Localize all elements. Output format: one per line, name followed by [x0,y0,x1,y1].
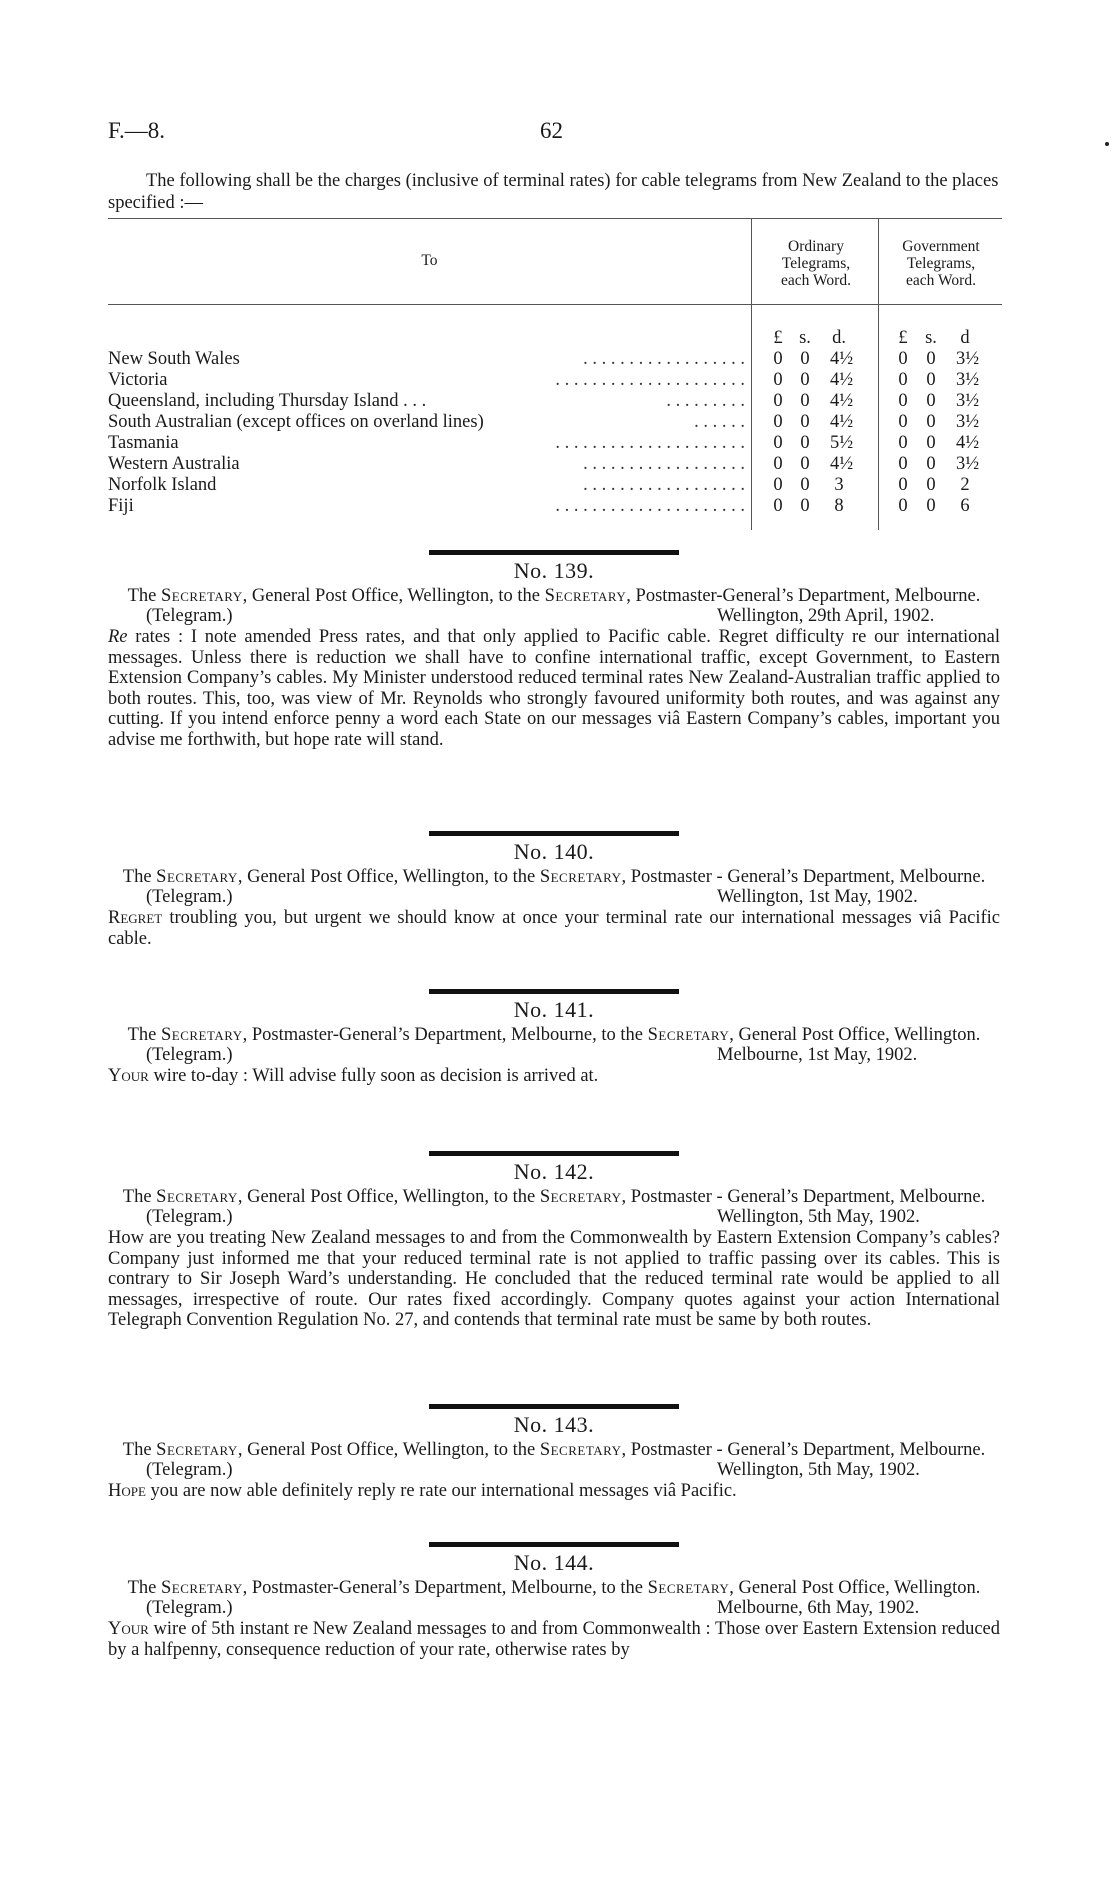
telegram-line: (Telegram.) Wellington, 29th April, 1902. [146,606,935,626]
entry-route: The Secretary, General Post Office, Wellington, to the Secretary, Postmaster - General’s Department, Melbourne. [122,866,986,887]
document-reference: F.—8. [108,118,165,143]
entry-number: No. 143. [513,1412,595,1437]
entry-route: The Secretary, Postmaster-General’s Department, Melbourne, to the Secretary, General Post Office, Wellington. [127,1577,981,1598]
page-number: 62 [540,118,563,143]
page-header [108,118,1008,148]
telegram-entry [108,1404,1000,1502]
entry-body: Your wire to-day : Will advise fully soon as decision is arrived at. [108,1066,599,1086]
telegram-line: (Telegram.) Wellington, 5th May, 1902. [146,1207,920,1227]
section-rule [429,1542,679,1547]
table-header-rule [108,304,1002,305]
column-header-ordinary: Ordinary Telegrams, each Word. [781,238,851,289]
entry-route: The Secretary, General Post Office, Wellington, to the Secretary, Postmaster - General’s Department, Melbourne. [122,1439,986,1460]
entry-body: Hope you are now able definitely reply re rate our international messages viâ Pacific. [108,1481,737,1501]
entry-route: The Secretary, General Post Office, Wellington, to the Secretary, Postmaster - General’s Department, Melbourne. [122,1186,986,1207]
entry-number: No. 141. [513,997,595,1022]
section-rule [429,550,679,555]
table-row: Western Australia . . . . . . . . . . . . . . . . . . 0 0 4½ 0 0 3½ [108,454,980,474]
telegram-line: (Telegram.) Melbourne, 6th May, 1902. [146,1598,920,1618]
entry-number: No. 140. [513,839,595,864]
entry-body: Re rates : I note amended Press rates, and that only applied to Pacific cable. Regret difficulty re our international messages. Unless there is reduction we shall have to confine international traffic, except Government, to Eastern Extension Company’s cables. My Minister understood reduced terminal rates New Zealand-Australian traffic applied to both routes. This, too, was view of Mr. Reynolds who strongly favoured uniformity both routes, and was against any cutting. If you intend enforce penny a word each State on our messages viâ Eastern Company’s cables, important you advise me forthwith, but hope rate will stand. [108,627,1000,750]
column-header-to: To [421,252,438,269]
telegram-entry [108,1542,1000,1660]
entry-number: No. 139. [513,558,595,583]
column-header-government: Government Telegrams, each Word. [902,238,980,289]
entry-route: The Secretary, Postmaster-General’s Department, Melbourne, to the Secretary, General Post Office, Wellington. [127,1024,981,1045]
intro-paragraph: The following shall be the charges (inclusive of terminal rates) for cable telegrams from New Zealand to the places specified :— [108,171,999,213]
table-row: Fiji . . . . . . . . . . . . . . . . . . . . . 0 0 8 0 0 6 [108,496,970,516]
section-rule [429,1404,679,1409]
telegram-entry [108,989,1000,1087]
table-row: New South Wales . . . . . . . . . . . . . . . . . . 0 0 4½ 0 0 3½ [108,349,980,369]
table-row: South Australian (except offices on overland lines) . . . . . . 0 0 4½ 0 0 3½ [108,412,980,432]
margin-dot [1105,142,1109,146]
table-top-rule [108,218,1002,219]
telegram-entry [108,1151,1000,1331]
section-rule [429,1151,679,1156]
telegram-line: (Telegram.) Wellington, 1st May, 1902. [146,887,918,907]
table-row: Queensland, including Thursday Island . . . . . . . . . . . . 0 0 4½ 0 0 3½ [108,391,980,411]
table-row: Victoria . . . . . . . . . . . . . . . . . . . . . 0 0 4½ 0 0 3½ [108,370,980,390]
entry-number: No. 144. [513,1550,595,1575]
section-rule [429,831,679,836]
entry-body: Regret troubling you, but urgent we should know at once your terminal rate our international messages viâ Pacific cable. [108,908,1000,949]
table-row: Norfolk Island . . . . . . . . . . . . . . . . . . 0 0 3 0 0 2 [108,475,970,495]
section-rule [429,989,679,994]
telegram-line: (Telegram.) Melbourne, 1st May, 1902. [146,1045,918,1065]
telegram-entry [108,550,1000,750]
table-row: Tasmania . . . . . . . . . . . . . . . . . . . . . 0 0 5½ 0 0 4½ [108,433,980,453]
entry-body: Your wire of 5th instant re New Zealand messages to and from Commonwealth : Those over Eastern Extension reduced by a halfpenny, consequence reduction of your rate, otherwise rates by [108,1619,1000,1660]
telegram-entry [108,831,1000,949]
entry-route: The Secretary, General Post Office, Wellington, to the Secretary, Postmaster-General’s Department, Melbourne. [127,585,981,606]
telegram-line: (Telegram.) Wellington, 5th May, 1902. [146,1460,920,1480]
entry-body: How are you treating New Zealand messages to and from the Commonwealth by Eastern Extension Company’s cables? Company just informed me that your reduced terminal rate is not applied to traffic passing over its cables. This is contrary to Sir Joseph Ward’s understanding. He concluded that the reduced terminal rate would be applied to all messages, irrespective of route. Our rates fixed accordingly. Company quotes against your action International Telegraph Convention Regulation No. 27, and contends that terminal rate must be same by both routes. [108,1228,1000,1330]
entry-number: No. 142. [513,1159,595,1184]
